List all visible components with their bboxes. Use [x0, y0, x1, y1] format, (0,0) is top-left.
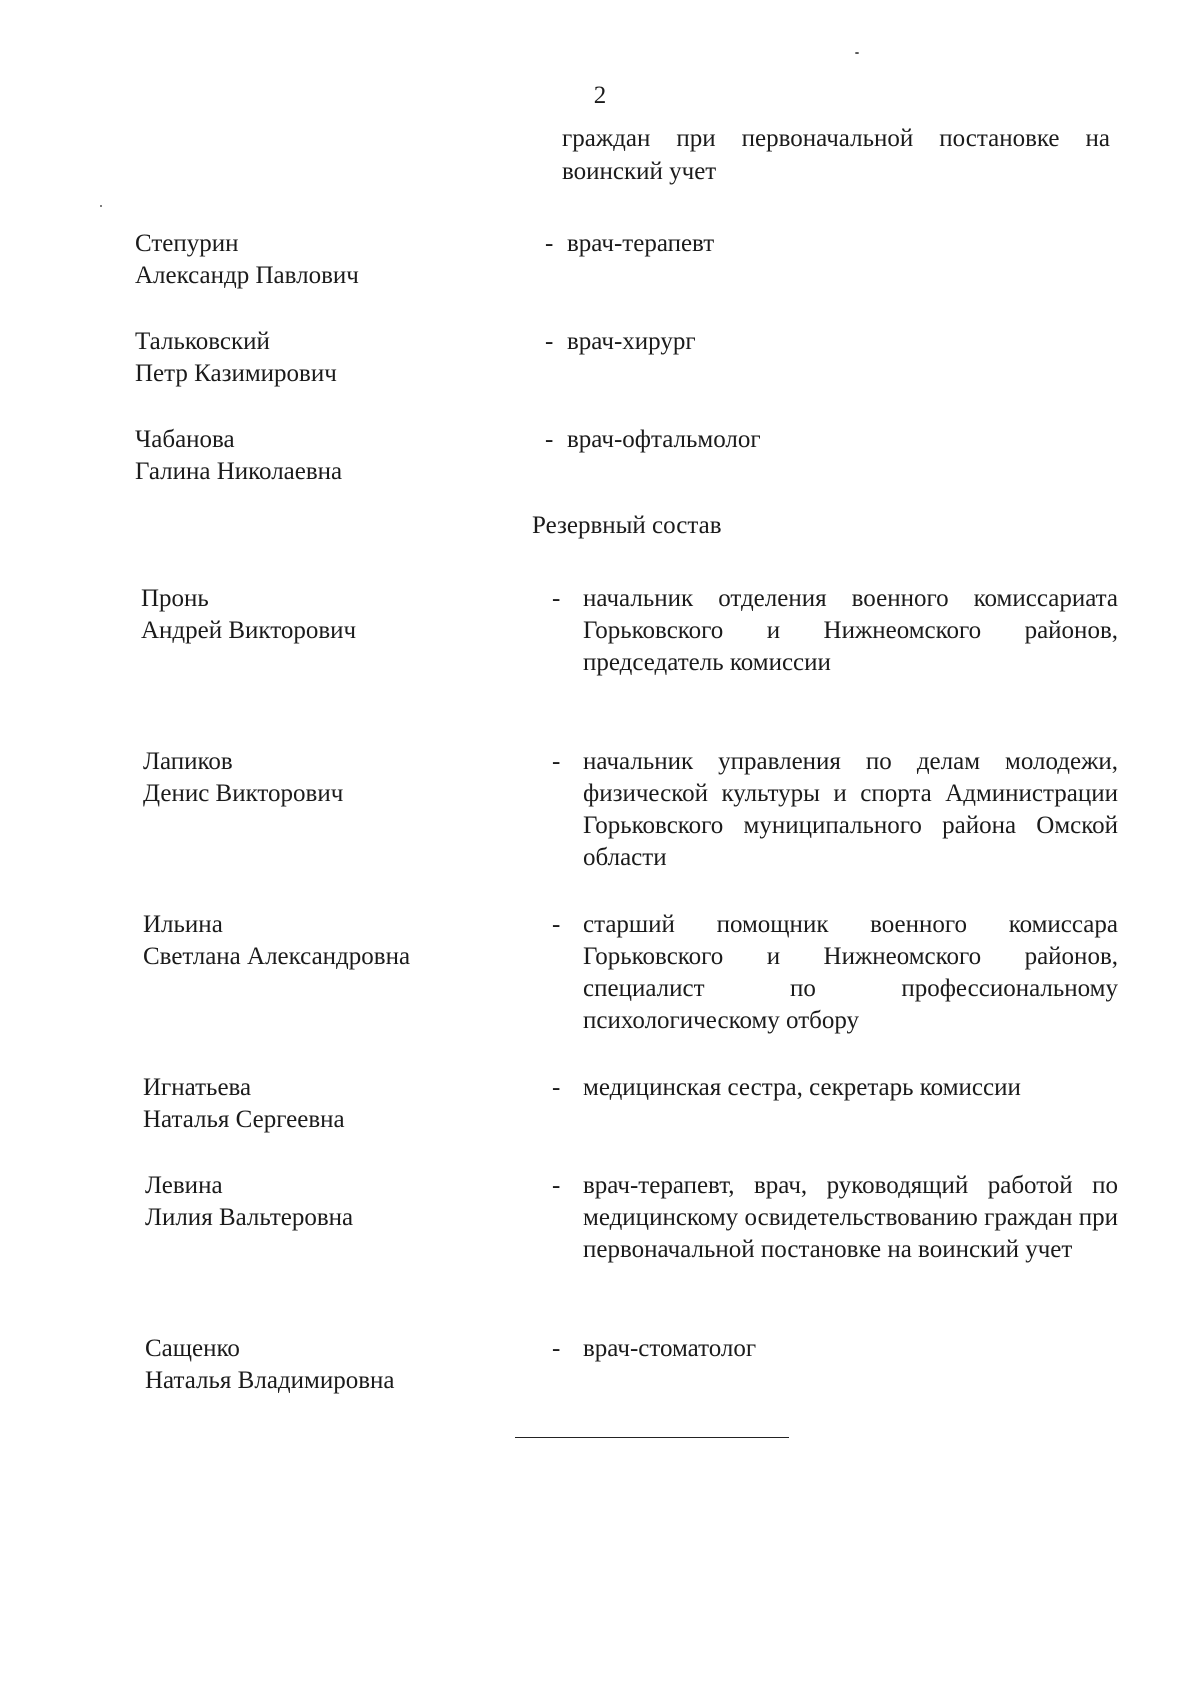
member-surname: Сащенко [145, 1335, 240, 1362]
member-surname: Тальковский [135, 328, 270, 355]
end-of-list-rule [515, 1437, 789, 1438]
member-name [135, 326, 515, 390]
member-name [135, 424, 515, 488]
member-surname: Степурин [135, 230, 239, 257]
member-name [135, 228, 515, 292]
member-role: медицинская сестра, секретарь комиссии [583, 1074, 1021, 1101]
dash-separator: - [552, 1172, 561, 1199]
dash-separator: - [552, 585, 561, 612]
member-role: начальник отделения военного комиссариата Горьковского и Нижнеомского районов, председатель комиссии [583, 585, 1118, 676]
member-given-name: Денис Викторович [143, 780, 344, 807]
intro-continuation-text: граждан при первоначальной постановке на воинский учет [562, 125, 1110, 185]
member-surname: Ильина [143, 911, 223, 938]
member-role: врач-терапевт, врач, руководящий работой по медицинскому освидетельствованию граждан при первоначальной постановке на воинский учет [583, 1172, 1118, 1263]
member-surname: Пронь [141, 585, 209, 612]
member-given-name: Светлана Александровна [143, 943, 411, 970]
member-role: врач-хирург [567, 328, 696, 355]
member-given-name: Петр Казимирович [135, 360, 337, 387]
member-name [143, 1072, 523, 1136]
scan-speck [100, 205, 102, 207]
member-name [143, 909, 523, 973]
dash-separator: - [552, 1074, 561, 1101]
member-name [143, 746, 523, 810]
member-surname: Игнатьева [143, 1074, 252, 1101]
dash-separator: - [552, 911, 561, 938]
member-name [141, 583, 521, 647]
member-name [145, 1333, 545, 1397]
page-number: 2 [593, 82, 607, 109]
member-surname: Лапиков [143, 748, 233, 775]
scan-speck [855, 52, 859, 54]
dash-separator: - [552, 748, 561, 775]
member-surname: Левина [145, 1172, 223, 1199]
member-given-name: Галина Николаевна [135, 458, 343, 485]
member-name [145, 1170, 525, 1234]
member-given-name: Наталья Сергеевна [143, 1106, 345, 1133]
member-role: старший помощник военного комиссара Горьковского и Нижнеомского районов, специалист по профессиональному психологическому отбору [583, 911, 1118, 1034]
member-given-name: Андрей Викторович [141, 617, 357, 644]
member-role: врач-терапевт [567, 230, 715, 257]
member-role: врач-стоматолог [583, 1335, 757, 1362]
member-role: начальник управления по делам молодежи, физической культуры и спорта Администрации Горьковского муниципального района Омской области [583, 748, 1118, 871]
member-role: врач-офтальмолог [567, 426, 761, 453]
member-given-name: Александр Павлович [135, 262, 359, 289]
reserve-section-title: Резервный состав [532, 512, 722, 539]
member-given-name: Лилия Вальтеровна [145, 1204, 354, 1231]
dash-separator: - [545, 426, 554, 453]
member-surname: Чабанова [135, 426, 235, 453]
dash-separator: - [552, 1335, 561, 1362]
dash-separator: - [545, 230, 554, 257]
member-given-name: Наталья Владимировна [145, 1367, 395, 1394]
dash-separator: - [545, 328, 554, 355]
